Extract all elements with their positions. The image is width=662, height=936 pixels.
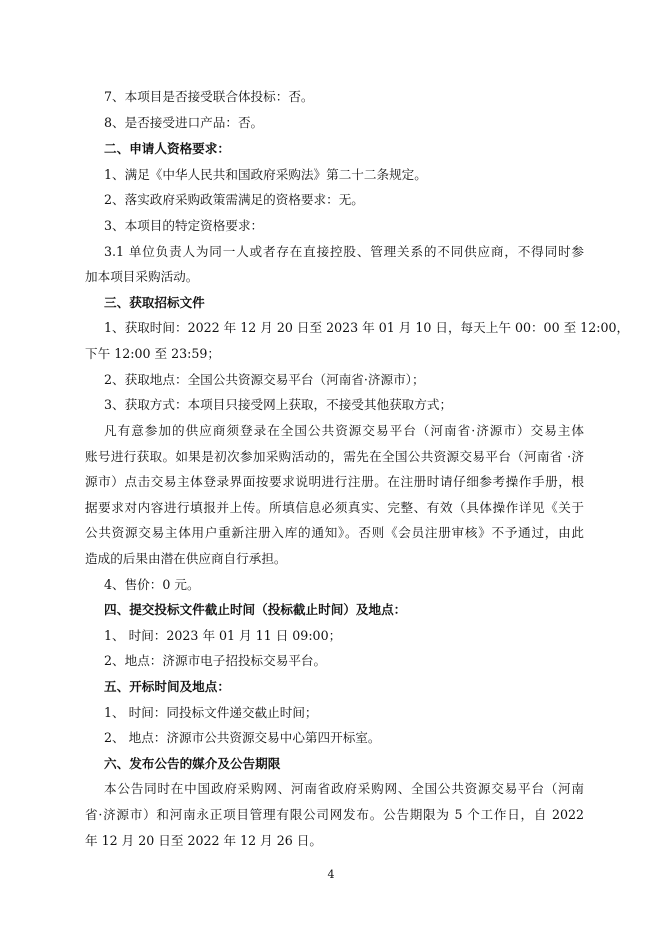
text-line: 1、满足《中华人民共和国政府采购法》第二十二条规定。 <box>104 167 427 182</box>
section-heading: 五、开标时间及地点： <box>104 679 230 694</box>
page-number: 4 <box>327 868 335 881</box>
text-line: 下午 12:00 至 23:59； <box>85 346 220 361</box>
text-line: 7、本项目是否接受联合体投标：否。 <box>104 89 314 104</box>
text-line: 1、获取时间：2022 年 12 月 20 日至 2023 年 01 月 10 日，每天上午 00：00 至 12:00， <box>104 320 630 335</box>
text-line: 加本项目采购活动。 <box>85 269 199 284</box>
text-line: 公共资源交易主体用户重新注册入库的通知》。否则《会员注册审核》不予通过，由此 <box>85 525 584 540</box>
section-heading: 四、提交投标文件截止时间（投标截止时间）及地点： <box>104 602 407 617</box>
text-line: 1、 时间：2023 年 01 月 11 日 09:00； <box>104 628 342 643</box>
section-heading: 六、发布公告的媒介及公告期限 <box>104 756 281 771</box>
text-line: 8、是否接受进口产品：否。 <box>104 115 264 130</box>
text-line: 2、获取地点：全国公共资源交易平台（河南省·济源市）； <box>104 372 425 387</box>
text-line: 据要求对内容进行填报并上传。所填信息必须真实、完整、有效（具体操作详见《关于 <box>85 500 584 515</box>
text-line: 2、地点：济源市电子招投标交易平台。 <box>104 653 327 668</box>
text-line: 2、落实政府采购政策需满足的资格要求：无。 <box>104 192 364 207</box>
text-line: 账号进行获取。如果是初次参加采购活动的，需先在全国公共资源交易平台（河南省 ·济 <box>85 449 584 464</box>
text-line: 凡有意参加的供应商须登录在全国公共资源交易平台（河南省·济源市）交易主体 <box>104 423 584 438</box>
text-line: 省·济源市）和河南永正项目管理有限公司网发布。公告期限为 5 个工作日，自 2022 <box>85 807 584 822</box>
text-line: 年 12 月 20 日至 2022 年 12 月 26 日。 <box>85 833 322 848</box>
text-line: 源市）点击交易主体登录界面按要求说明进行注册。在注册时请仔细参考操作手册，根 <box>85 474 584 489</box>
section-heading: 二、申请人资格要求： <box>104 141 230 156</box>
text-line: 3、获取方式：本项目只接受网上获取，不接受其他获取方式； <box>104 397 453 412</box>
section-heading: 三、获取招标文件 <box>104 295 205 310</box>
text-line: 3、本项目的特定资格要求： <box>104 218 264 233</box>
text-line: 3.1 单位负责人为同一人或者存在直接控股、管理关系的不同供应商，不得同时参 <box>104 244 584 259</box>
text-line: 造成的后果由潜在供应商自行承担。 <box>85 551 287 566</box>
text-line: 本公告同时在中国政府采购网、河南省政府采购网、全国公共资源交易平台（河南 <box>104 781 584 796</box>
text-line: 2、 地点：济源市公共资源交易中心第四开标室。 <box>104 730 381 745</box>
text-line: 4、售价：0 元。 <box>104 577 200 592</box>
text-line: 1、 时间：同投标文件递交截止时间； <box>104 705 318 720</box>
